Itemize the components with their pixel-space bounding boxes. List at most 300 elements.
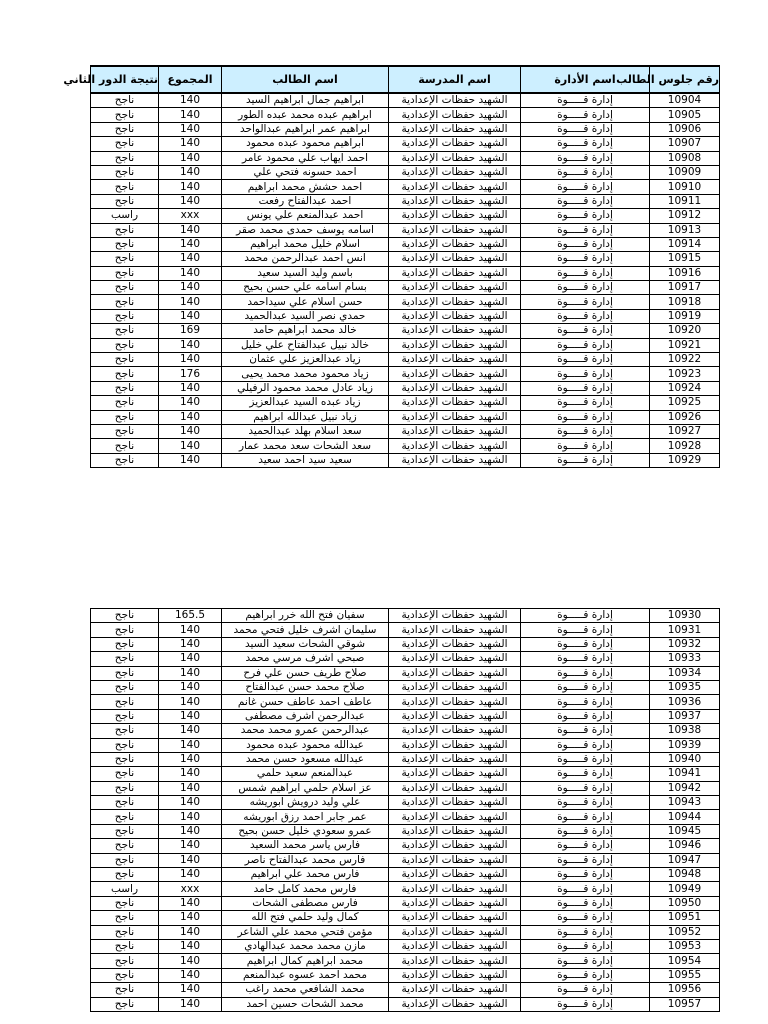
cell-result: راسب <box>91 209 159 223</box>
table-body-top <box>91 93 720 468</box>
cell-result: ناجح <box>91 839 159 853</box>
cell-total: 140 <box>159 868 222 882</box>
cell-total: 140 <box>159 939 222 953</box>
cell-result: ناجح <box>91 853 159 867</box>
table-row <box>91 151 720 165</box>
cell-seat-number: 10906 <box>650 122 720 136</box>
cell-total: 140 <box>159 396 222 410</box>
cell-admin-name: إدارة قـــــوة <box>521 709 650 723</box>
cell-admin-name: إدارة قـــــوة <box>521 93 650 108</box>
cell-student-name: عبدالرحمن عمرو محمد محمد <box>222 724 389 738</box>
cell-total: 140 <box>159 93 222 108</box>
cell-result: ناجح <box>91 223 159 237</box>
cell-seat-number: 10920 <box>650 324 720 338</box>
cell-total: 140 <box>159 839 222 853</box>
cell-total: 140 <box>159 637 222 651</box>
cell-admin-name: إدارة قـــــوة <box>521 180 650 194</box>
cell-admin-name: إدارة قـــــوة <box>521 882 650 896</box>
cell-school-name: الشهيد حفظات الإعدادية <box>389 281 521 295</box>
cell-admin-name: إدارة قـــــوة <box>521 439 650 453</box>
table-row <box>91 108 720 122</box>
cell-student-name: مؤمن فتحي محمد علي الشاعر <box>222 925 389 939</box>
cell-school-name: الشهيد حفظات الإعدادية <box>389 839 521 853</box>
header-row <box>91 66 720 93</box>
cell-student-name: ابراهيم عبده محمد عبده الطور <box>222 108 389 122</box>
cell-seat-number: 10939 <box>650 738 720 752</box>
table-row <box>91 824 720 838</box>
cell-student-name: احمد ايهاب علي محمود عامر <box>222 151 389 165</box>
cell-seat-number: 10949 <box>650 882 720 896</box>
table-row <box>91 609 720 623</box>
cell-student-name: فارس محمد كامل حامد <box>222 882 389 896</box>
cell-seat-number: 10938 <box>650 724 720 738</box>
table-row <box>91 637 720 651</box>
table-body-bottom <box>91 609 720 1012</box>
cell-student-name: مازن محمد محمد عبدالهادي <box>222 939 389 953</box>
cell-seat-number: 10911 <box>650 194 720 208</box>
cell-admin-name: إدارة قـــــوة <box>521 266 650 280</box>
cell-total: 140 <box>159 954 222 968</box>
cell-school-name: الشهيد حفظات الإعدادية <box>389 939 521 953</box>
cell-admin-name: إدارة قـــــوة <box>521 353 650 367</box>
cell-student-name: عبدالمنعم سعيد حلمي <box>222 767 389 781</box>
cell-school-name: الشهيد حفظات الإعدادية <box>389 338 521 352</box>
table-row <box>91 295 720 309</box>
cell-total: 140 <box>159 410 222 424</box>
cell-seat-number: 10904 <box>650 93 720 108</box>
cell-admin-name: إدارة قـــــوة <box>521 997 650 1011</box>
cell-result: ناجح <box>91 281 159 295</box>
cell-result: ناجح <box>91 652 159 666</box>
cell-school-name: الشهيد حفظات الإعدادية <box>389 180 521 194</box>
cell-result: ناجح <box>91 896 159 910</box>
cell-result: ناجح <box>91 137 159 151</box>
cell-result: ناجح <box>91 237 159 251</box>
cell-student-name: انس احمد عبدالرحمن محمد <box>222 252 389 266</box>
cell-school-name: الشهيد حفظات الإعدادية <box>389 738 521 752</box>
table-row <box>91 983 720 997</box>
cell-admin-name: إدارة قـــــوة <box>521 381 650 395</box>
cell-total: 140 <box>159 381 222 395</box>
table-row <box>91 93 720 108</box>
cell-school-name: الشهيد حفظات الإعدادية <box>389 252 521 266</box>
cell-seat-number: 10951 <box>650 911 720 925</box>
results-table-bottom <box>90 608 720 1012</box>
table-row <box>91 266 720 280</box>
cell-seat-number: 10910 <box>650 180 720 194</box>
cell-student-name: احمد عبدالفتاح رفعت <box>222 194 389 208</box>
cell-seat-number: 10936 <box>650 695 720 709</box>
cell-student-name: عمرو سعودي خليل حسن بحيح <box>222 824 389 838</box>
cell-student-name: سعد اسلام بهلد عبدالحميد <box>222 424 389 438</box>
cell-student-name: فارس مصطفى الشحات <box>222 896 389 910</box>
cell-result: ناجح <box>91 108 159 122</box>
cell-seat-number: 10913 <box>650 223 720 237</box>
cell-seat-number: 10917 <box>650 281 720 295</box>
cell-school-name: الشهيد حفظات الإعدادية <box>389 93 521 108</box>
cell-school-name: الشهيد حفظات الإعدادية <box>389 424 521 438</box>
table-row <box>91 752 720 766</box>
cell-seat-number: 10916 <box>650 266 720 280</box>
cell-result: ناجح <box>91 381 159 395</box>
cell-result: ناجح <box>91 165 159 179</box>
cell-total: 140 <box>159 180 222 194</box>
table-row <box>91 396 720 410</box>
table-row <box>91 695 720 709</box>
table-row <box>91 381 720 395</box>
table-row <box>91 997 720 1011</box>
cell-total: 140 <box>159 194 222 208</box>
cell-total: 140 <box>159 424 222 438</box>
cell-result: ناجح <box>91 396 159 410</box>
table-row <box>91 680 720 694</box>
cell-total: 140 <box>159 796 222 810</box>
cell-result: ناجح <box>91 367 159 381</box>
cell-school-name: الشهيد حفظات الإعدادية <box>389 381 521 395</box>
cell-result: ناجح <box>91 439 159 453</box>
cell-school-name: الشهيد حفظات الإعدادية <box>389 396 521 410</box>
cell-total: 140 <box>159 925 222 939</box>
cell-total: 169 <box>159 324 222 338</box>
cell-admin-name: إدارة قـــــوة <box>521 954 650 968</box>
cell-seat-number: 10927 <box>650 424 720 438</box>
cell-total: 140 <box>159 724 222 738</box>
cell-admin-name: إدارة قـــــوة <box>521 122 650 136</box>
cell-total: 140 <box>159 896 222 910</box>
cell-student-name: احمد حسونه فتحي علي <box>222 165 389 179</box>
cell-total: 140 <box>159 623 222 637</box>
cell-student-name: زياد عادل محمد محمود الرفيلي <box>222 381 389 395</box>
cell-total: 140 <box>159 309 222 323</box>
cell-seat-number: 10919 <box>650 309 720 323</box>
cell-school-name: الشهيد حفظات الإعدادية <box>389 237 521 251</box>
cell-admin-name: إدارة قـــــوة <box>521 824 650 838</box>
cell-admin-name: إدارة قـــــوة <box>521 609 650 623</box>
cell-result: ناجح <box>91 796 159 810</box>
cell-total: 140 <box>159 680 222 694</box>
cell-student-name: زياد نبيل عبدالله ابراهيم <box>222 410 389 424</box>
cell-admin-name: إدارة قـــــوة <box>521 338 650 352</box>
cell-student-name: اسلام خليل محمد ابراهيم <box>222 237 389 251</box>
table-row <box>91 767 720 781</box>
table-row <box>91 853 720 867</box>
cell-admin-name: إدارة قـــــوة <box>521 752 650 766</box>
cell-school-name: الشهيد حفظات الإعدادية <box>389 637 521 651</box>
cell-total: 176 <box>159 367 222 381</box>
cell-school-name: الشهيد حفظات الإعدادية <box>389 209 521 223</box>
cell-school-name: الشهيد حفظات الإعدادية <box>389 623 521 637</box>
cell-seat-number: 10947 <box>650 853 720 867</box>
table-row <box>91 810 720 824</box>
cell-result: ناجح <box>91 968 159 982</box>
cell-student-name: احمد عبدالمنعم علي يونس <box>222 209 389 223</box>
cell-seat-number: 10950 <box>650 896 720 910</box>
cell-student-name: محمد ابراهيم كمال ابراهيم <box>222 954 389 968</box>
cell-school-name: الشهيد حفظات الإعدادية <box>389 868 521 882</box>
cell-result: ناجح <box>91 309 159 323</box>
cell-admin-name: إدارة قـــــوة <box>521 324 650 338</box>
cell-total: 140 <box>159 968 222 982</box>
cell-admin-name: إدارة قـــــوة <box>521 983 650 997</box>
cell-school-name: الشهيد حفظات الإعدادية <box>389 194 521 208</box>
cell-result: ناجح <box>91 338 159 352</box>
cell-student-name: عبدالله محمود عبده محمود <box>222 738 389 752</box>
cell-result: ناجح <box>91 609 159 623</box>
cell-student-name: صلاح محمد حسن عبدالفتاح <box>222 680 389 694</box>
cell-school-name: الشهيد حفظات الإعدادية <box>389 652 521 666</box>
table-row <box>91 666 720 680</box>
cell-result: ناجح <box>91 781 159 795</box>
cell-result: ناجح <box>91 810 159 824</box>
cell-student-name: بسام اسامه علي حسن بحيح <box>222 281 389 295</box>
cell-seat-number: 10948 <box>650 868 720 882</box>
cell-result: راسب <box>91 882 159 896</box>
cell-student-name: عمر جابر احمد رزق ابوريشه <box>222 810 389 824</box>
cell-school-name: الشهيد حفظات الإعدادية <box>389 266 521 280</box>
cell-admin-name: إدارة قـــــوة <box>521 410 650 424</box>
cell-total: 140 <box>159 666 222 680</box>
cell-student-name: عبدالله مسعود حسن محمد <box>222 752 389 766</box>
cell-total: 140 <box>159 439 222 453</box>
cell-admin-name: إدارة قـــــوة <box>521 666 650 680</box>
cell-school-name: الشهيد حفظات الإعدادية <box>389 609 521 623</box>
cell-result: ناجح <box>91 122 159 136</box>
cell-admin-name: إدارة قـــــوة <box>521 252 650 266</box>
cell-total: 140 <box>159 137 222 151</box>
cell-seat-number: 10909 <box>650 165 720 179</box>
cell-result: ناجح <box>91 194 159 208</box>
cell-admin-name: إدارة قـــــوة <box>521 925 650 939</box>
table-row <box>91 122 720 136</box>
cell-total: 140 <box>159 810 222 824</box>
table-row <box>91 911 720 925</box>
cell-admin-name: إدارة قـــــوة <box>521 281 650 295</box>
cell-seat-number: 10937 <box>650 709 720 723</box>
cell-total: 140 <box>159 752 222 766</box>
cell-total: 140 <box>159 781 222 795</box>
cell-seat-number: 10918 <box>650 295 720 309</box>
cell-student-name: محمد احمد عسوه عبدالمنعم <box>222 968 389 982</box>
table-row <box>91 281 720 295</box>
cell-result: ناجح <box>91 151 159 165</box>
cell-total: 140 <box>159 108 222 122</box>
cell-seat-number: 10956 <box>650 983 720 997</box>
cell-result: ناجح <box>91 738 159 752</box>
cell-seat-number: 10953 <box>650 939 720 953</box>
cell-student-name: زياد عبده السيد عبدالعزيز <box>222 396 389 410</box>
cell-total: 140 <box>159 281 222 295</box>
cell-result: ناجح <box>91 911 159 925</box>
cell-admin-name: إدارة قـــــوة <box>521 839 650 853</box>
cell-result: ناجح <box>91 252 159 266</box>
cell-seat-number: 10932 <box>650 637 720 651</box>
table-row <box>91 137 720 151</box>
cell-student-name: محمد الشحات حسين احمد <box>222 997 389 1011</box>
cell-total: 140 <box>159 695 222 709</box>
cell-school-name: الشهيد حفظات الإعدادية <box>389 666 521 680</box>
cell-seat-number: 10957 <box>650 997 720 1011</box>
cell-seat-number: 10955 <box>650 968 720 982</box>
cell-student-name: فارس محمد عبدالفتاح ناصر <box>222 853 389 867</box>
table-row <box>91 165 720 179</box>
table-row <box>91 839 720 853</box>
cell-admin-name: إدارة قـــــوة <box>521 623 650 637</box>
header-admin-name: اسم الأدارة <box>521 66 650 93</box>
table-row <box>91 954 720 968</box>
table-row <box>91 410 720 424</box>
table-row <box>91 194 720 208</box>
cell-total: 140 <box>159 997 222 1011</box>
cell-admin-name: إدارة قـــــوة <box>521 796 650 810</box>
cell-school-name: الشهيد حفظات الإعدادية <box>389 695 521 709</box>
cell-total: xxx <box>159 882 222 896</box>
cell-student-name: ابراهيم محمود عبده محمود <box>222 137 389 151</box>
cell-admin-name: إدارة قـــــوة <box>521 781 650 795</box>
cell-student-name: احمد حشش محمد ابراهيم <box>222 180 389 194</box>
cell-seat-number: 10929 <box>650 453 720 467</box>
cell-result: ناجح <box>91 954 159 968</box>
table-row <box>91 338 720 352</box>
cell-student-name: اسامه يوسف حمدى محمد صقر <box>222 223 389 237</box>
table-row <box>91 209 720 223</box>
cell-result: ناجح <box>91 868 159 882</box>
table-row <box>91 868 720 882</box>
cell-school-name: الشهيد حفظات الإعدادية <box>389 781 521 795</box>
cell-student-name: خالد نبيل عبدالفتاح علي خليل <box>222 338 389 352</box>
cell-result: ناجح <box>91 925 159 939</box>
cell-seat-number: 10921 <box>650 338 720 352</box>
cell-admin-name: إدارة قـــــوة <box>521 108 650 122</box>
cell-admin-name: إدارة قـــــوة <box>521 738 650 752</box>
cell-total: 140 <box>159 911 222 925</box>
cell-student-name: سفيان فتح الله خرر ابراهيم <box>222 609 389 623</box>
cell-admin-name: إدارة قـــــوة <box>521 968 650 982</box>
table-row <box>91 324 720 338</box>
cell-school-name: الشهيد حفظات الإعدادية <box>389 122 521 136</box>
table-row <box>91 796 720 810</box>
cell-school-name: الشهيد حفظات الإعدادية <box>389 925 521 939</box>
cell-total: 140 <box>159 709 222 723</box>
cell-result: ناجح <box>91 680 159 694</box>
table-row <box>91 781 720 795</box>
cell-total: 140 <box>159 165 222 179</box>
cell-student-name: شوقي الشحات سعيد السيد <box>222 637 389 651</box>
cell-total: 140 <box>159 824 222 838</box>
cell-school-name: الشهيد حفظات الإعدادية <box>389 997 521 1011</box>
table-row <box>91 925 720 939</box>
cell-student-name: سعد الشحات سعد محمد عمار <box>222 439 389 453</box>
cell-seat-number: 10941 <box>650 767 720 781</box>
cell-school-name: الشهيد حفظات الإعدادية <box>389 853 521 867</box>
cell-seat-number: 10934 <box>650 666 720 680</box>
cell-student-name: ابراهيم عمر ابراهيم عبدالواحد <box>222 122 389 136</box>
cell-school-name: الشهيد حفظات الإعدادية <box>389 680 521 694</box>
cell-seat-number: 10933 <box>650 652 720 666</box>
cell-school-name: الشهيد حفظات الإعدادية <box>389 968 521 982</box>
cell-school-name: الشهيد حفظات الإعدادية <box>389 295 521 309</box>
cell-total: 140 <box>159 353 222 367</box>
cell-school-name: الشهيد حفظات الإعدادية <box>389 911 521 925</box>
cell-student-name: صلاح طريف حسن علي فرح <box>222 666 389 680</box>
cell-total: 140 <box>159 983 222 997</box>
cell-school-name: الشهيد حفظات الإعدادية <box>389 439 521 453</box>
cell-student-name: عبدالرحمن اشرف مصطفى <box>222 709 389 723</box>
cell-student-name: سعيد سيد احمد سعيد <box>222 453 389 467</box>
cell-result: ناجح <box>91 724 159 738</box>
cell-student-name: عاطف احمد عاطف حسن غانم <box>222 695 389 709</box>
cell-seat-number: 10915 <box>650 252 720 266</box>
cell-result: ناجح <box>91 939 159 953</box>
cell-school-name: الشهيد حفظات الإعدادية <box>389 324 521 338</box>
cell-school-name: الشهيد حفظات الإعدادية <box>389 896 521 910</box>
cell-admin-name: إدارة قـــــوة <box>521 453 650 467</box>
cell-student-name: زياد عبدالعزيز علي عثمان <box>222 353 389 367</box>
cell-total: xxx <box>159 209 222 223</box>
cell-result: ناجح <box>91 752 159 766</box>
cell-admin-name: إدارة قـــــوة <box>521 637 650 651</box>
cell-seat-number: 10942 <box>650 781 720 795</box>
cell-seat-number: 10946 <box>650 839 720 853</box>
cell-admin-name: إدارة قـــــوة <box>521 652 650 666</box>
cell-student-name: حمدي نصر السيد عبدالحميد <box>222 309 389 323</box>
cell-school-name: الشهيد حفظات الإعدادية <box>389 767 521 781</box>
cell-total: 140 <box>159 767 222 781</box>
cell-student-name: حسن اسلام علي سيداحمد <box>222 295 389 309</box>
cell-admin-name: إدارة قـــــوة <box>521 237 650 251</box>
table-row <box>91 968 720 982</box>
cell-school-name: الشهيد حفظات الإعدادية <box>389 353 521 367</box>
cell-result: ناجح <box>91 637 159 651</box>
cell-school-name: الشهيد حفظات الإعدادية <box>389 752 521 766</box>
header-school-name: اسم المدرسة <box>389 66 521 93</box>
cell-admin-name: إدارة قـــــوة <box>521 137 650 151</box>
cell-seat-number: 10931 <box>650 623 720 637</box>
cell-result: ناجح <box>91 767 159 781</box>
cell-school-name: الشهيد حفظات الإعدادية <box>389 367 521 381</box>
cell-school-name: الشهيد حفظات الإعدادية <box>389 983 521 997</box>
cell-seat-number: 10923 <box>650 367 720 381</box>
cell-admin-name: إدارة قـــــوة <box>521 911 650 925</box>
table-row <box>91 237 720 251</box>
cell-result: ناجح <box>91 983 159 997</box>
table-row <box>91 252 720 266</box>
cell-admin-name: إدارة قـــــوة <box>521 151 650 165</box>
cell-seat-number: 10922 <box>650 353 720 367</box>
cell-result: ناجح <box>91 666 159 680</box>
table-row <box>91 724 720 738</box>
cell-student-name: صبحي اشرف مرسي محمد <box>222 652 389 666</box>
cell-seat-number: 10940 <box>650 752 720 766</box>
cell-admin-name: إدارة قـــــوة <box>521 396 650 410</box>
cell-admin-name: إدارة قـــــوة <box>521 767 650 781</box>
cell-result: ناجح <box>91 623 159 637</box>
cell-result: ناجح <box>91 353 159 367</box>
cell-student-name: زياد محمود محمد محمد يحيى <box>222 367 389 381</box>
table-row <box>91 180 720 194</box>
cell-seat-number: 10943 <box>650 796 720 810</box>
cell-admin-name: إدارة قـــــوة <box>521 868 650 882</box>
cell-total: 140 <box>159 266 222 280</box>
cell-seat-number: 10954 <box>650 954 720 968</box>
cell-total: 140 <box>159 122 222 136</box>
cell-seat-number: 10935 <box>650 680 720 694</box>
cell-total: 140 <box>159 295 222 309</box>
cell-admin-name: إدارة قـــــوة <box>521 424 650 438</box>
cell-admin-name: إدارة قـــــوة <box>521 853 650 867</box>
cell-school-name: الشهيد حفظات الإعدادية <box>389 954 521 968</box>
cell-seat-number: 10907 <box>650 137 720 151</box>
cell-school-name: الشهيد حفظات الإعدادية <box>389 309 521 323</box>
